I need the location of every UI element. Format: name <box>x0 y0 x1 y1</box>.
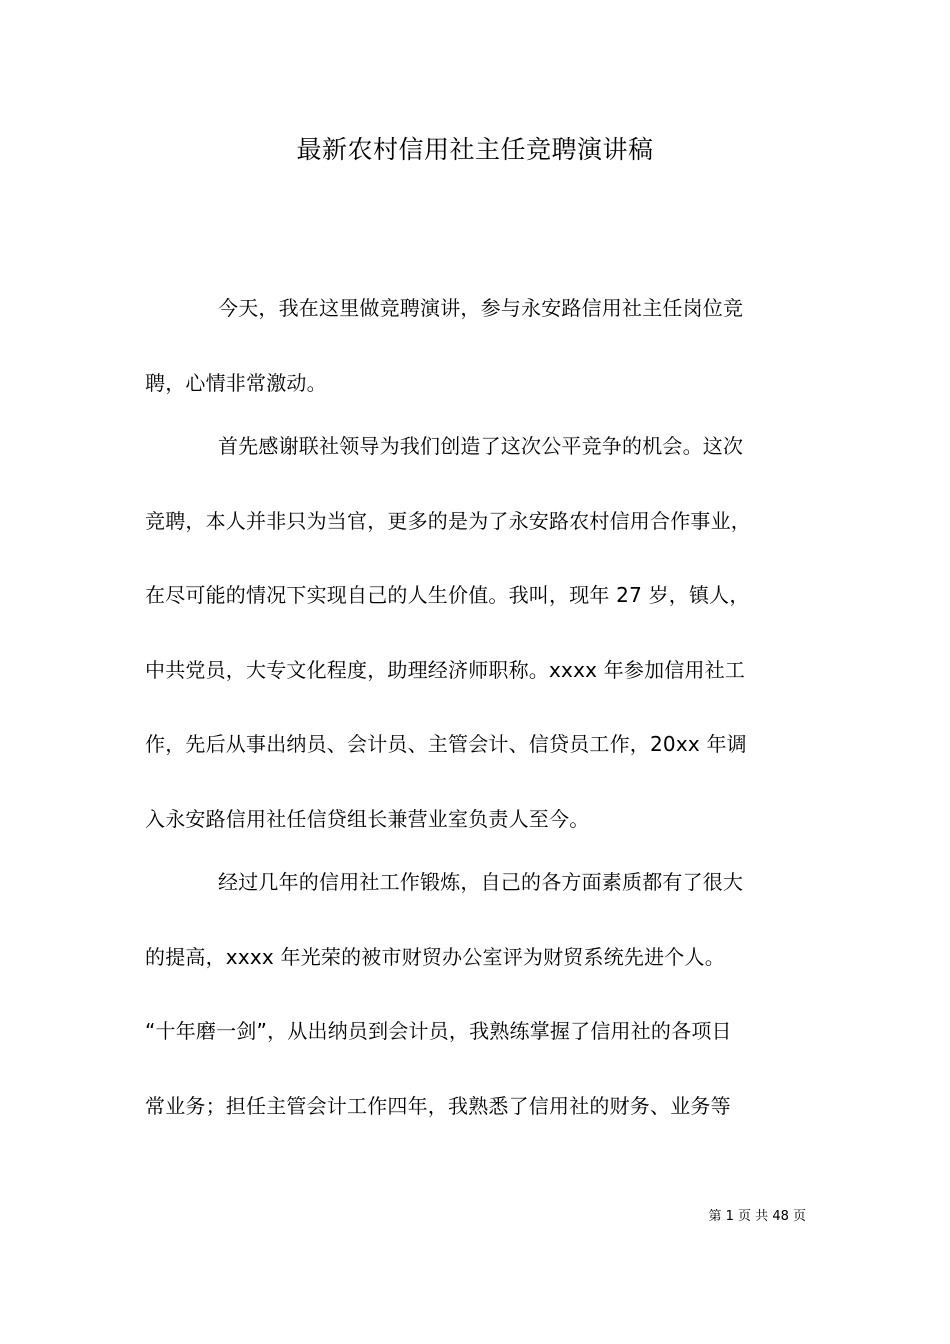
body-line: 今天，我在这里做竞聘演讲，参与永安路信用社主任岗位竞 <box>218 296 744 320</box>
body-line: 经过几年的信用社工作锻炼，自己的各方面素质都有了很大 <box>218 870 744 894</box>
page-title: 最新农村信用社主任竞聘演讲稿 <box>296 135 654 164</box>
body-line: 聘，心情非常激动。 <box>145 371 327 395</box>
body-line: 竞聘，本人并非只为当官，更多的是为了永安路农村信用合作事业， <box>145 509 751 533</box>
body-line: 在尽可能的情况下实现自己的人生价值。我叫，现年 27 岁，镇人， <box>145 583 750 607</box>
body-line: 的提高，xxxx 年光荣的被市财贸办公室评为财贸系统先进个人。 <box>145 945 725 969</box>
page-number: 第 1 页 共 48 页 <box>708 1209 806 1224</box>
body-line: “十年磨一剑”，从出纳员到会计员，我熟练掌握了信用社的各项日 <box>145 1019 732 1043</box>
body-line: 常业务；担任主管会计工作四年，我熟悉了信用社的财务、业务等 <box>145 1094 731 1118</box>
body-line: 作，先后从事出纳员、会计员、主管会计、信贷员工作，20xx 年调 <box>145 732 747 756</box>
body-line: 入永安路信用社任信贷组长兼营业室负责人至今。 <box>145 807 590 831</box>
body-line: 中共党员，大专文化程度，助理经济师职称。xxxx 年参加信用社工 <box>145 658 746 682</box>
body-line: 首先感谢联社领导为我们创造了这次公平竞争的机会。这次 <box>218 434 744 458</box>
